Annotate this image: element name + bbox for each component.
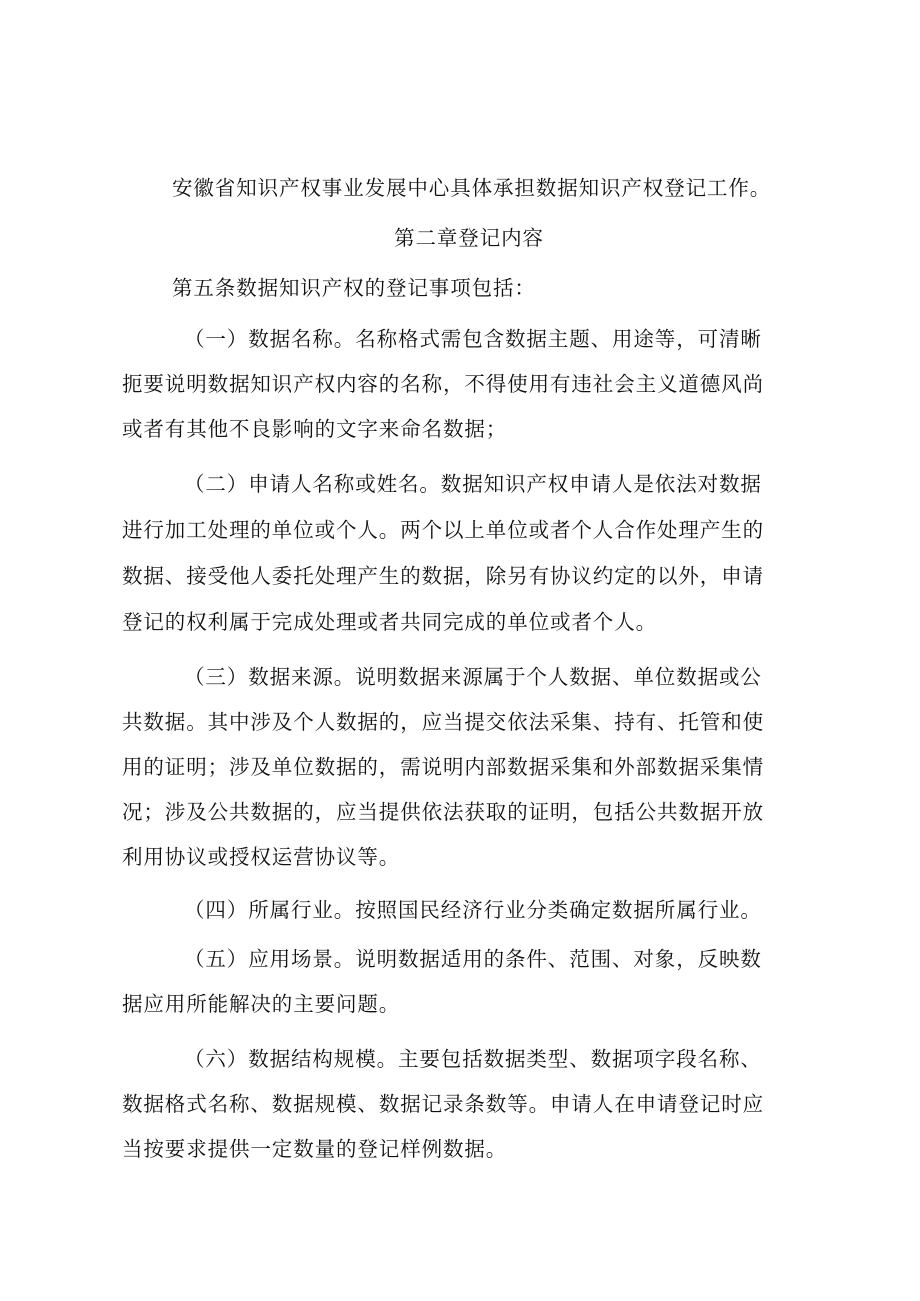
- list-item: [122, 663, 810, 872]
- list-item: [122, 945, 810, 1019]
- item-line: 数据、接受他人委托处理产生的数据，除另有协议约定的以外，申请: [122, 564, 764, 588]
- item-line: （二）申请人名称或姓名。数据知识产权申请人是依法对数据: [184, 472, 762, 496]
- item-line: 据应用所能解决的主要问题。: [122, 992, 401, 1016]
- chapter-heading: 第二章登记内容: [394, 226, 544, 250]
- item-line: 扼要说明数据知识产权内容的名称，不得使用有违社会主义道德风尚: [122, 372, 764, 396]
- intro-line: 安徽省知识产权事业发展中心具体承担数据知识产权登记工作。: [172, 176, 772, 200]
- article-line: 第五条数据知识产权的登记事项包括：: [172, 276, 536, 300]
- item-line: 登记的权利属于完成处理或者共同完成的单位或者个人。: [122, 610, 657, 634]
- list-item: [122, 470, 810, 637]
- item-line: 况；涉及公共数据的，应当提供依法获取的证明，包括公共数据开放: [122, 800, 764, 824]
- item-line: （一）数据名称。名称格式需包含数据主题、用途等，可清晰: [184, 327, 762, 351]
- document-page: [122, 160, 810, 1164]
- list-item: [122, 1045, 810, 1164]
- list-item: [122, 896, 810, 925]
- item-line: 用的证明；涉及单位数据的，需说明内部数据采集和外部数据采集情: [122, 755, 764, 779]
- item-line: 共数据。其中涉及个人数据的，应当提交依法采集、持有、托管和使: [122, 710, 764, 734]
- item-line: 数据格式名称、数据规模、数据记录条数等。申请人在申请登记时应: [122, 1092, 764, 1116]
- list-item: [122, 325, 810, 444]
- item-line: 当按要求提供一定数量的登记样例数据。: [122, 1137, 508, 1161]
- item-line: （四）所属行业。按照国民经济行业分类确定数据所属行业。: [184, 898, 762, 922]
- item-line: 进行加工处理的单位或个人。两个以上单位或者个人合作处理产生的: [122, 518, 764, 542]
- item-line: （五）应用场景。说明数据适用的条件、范围、对象，反映数: [184, 947, 762, 971]
- item-line: 利用协议或授权运营协议等。: [122, 845, 401, 869]
- item-line: 或者有其他不良影响的文字来命名数据；: [122, 417, 508, 441]
- item-line: （三）数据来源。说明数据来源属于个人数据、单位数据或公: [184, 665, 762, 689]
- item-line: （六）数据结构规模。主要包括数据类型、数据项字段名称、: [184, 1047, 762, 1071]
